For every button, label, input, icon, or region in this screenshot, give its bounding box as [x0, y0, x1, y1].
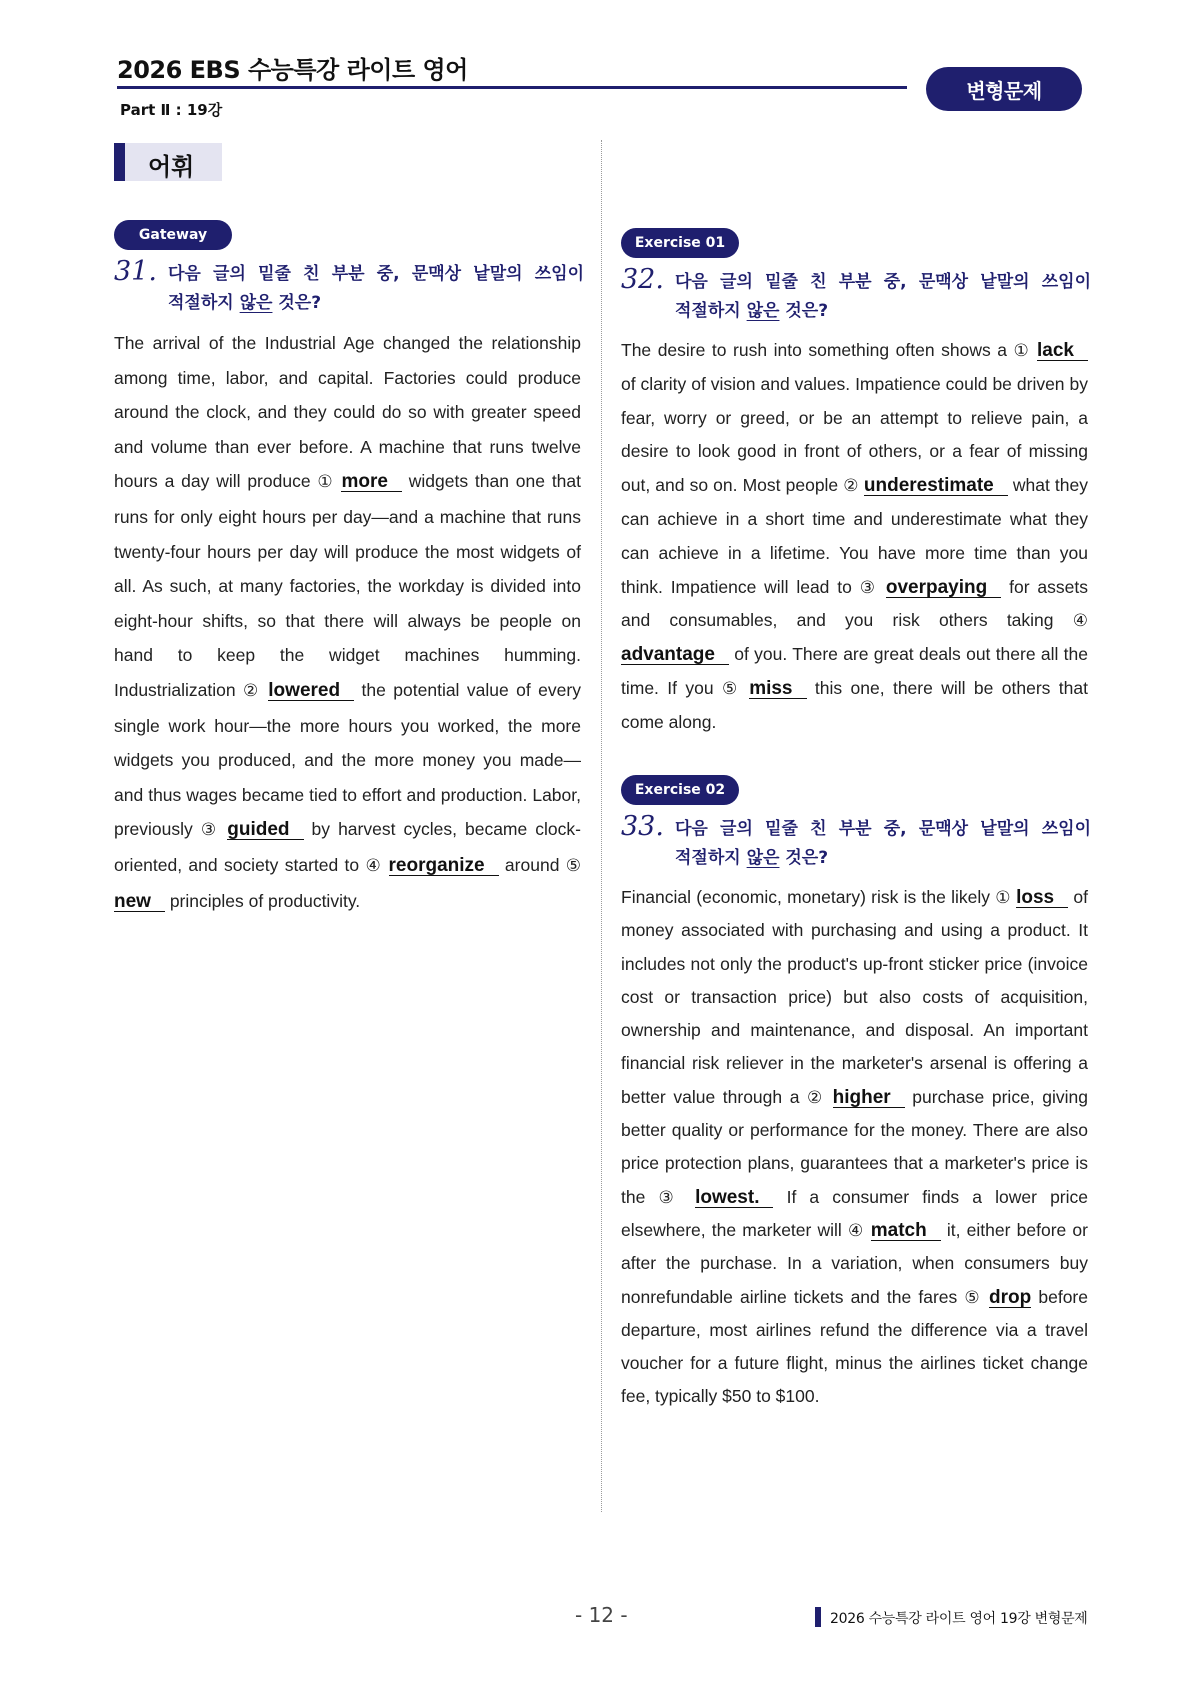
question-number: 32. [621, 264, 664, 295]
question-number: 31. [114, 256, 157, 287]
question-31-passage: The arrival of the Industrial Age changed the relationship among time, labor, and capital. Factories could produce around the clock, and they could do so with greater speed and volume than ever before. A machine that runs twelve hours a day will produce ① more widgets than one that runs for only eight hours per day—and a machine that runs twenty-four hours per day will produce the most widgets of all. As such, at many factories, the workday is divided into eight-hour shifts, so that there will always be people on hand to keep the widget machines humming. Industrialization ② lowered the potential value of every single work hour—the more hours you worked, the more widgets you produced, and the more money you made—and thus wages became tied to effort and production. Labor, previously ③ guided by harvest cycles, became clock-oriented, and society started to ④ reorganize around ⑤ new principles of productivity. [114, 333, 582, 912]
choice-marker-2: ② [843, 476, 859, 496]
choice-marker-3: ③ [859, 577, 878, 597]
underlined-word-2: higher [833, 1088, 905, 1108]
document-title: 2026 EBS 수능특강 라이트 영어 [117, 56, 468, 84]
underlined-word-4: advantage [621, 645, 729, 665]
exercise-01-tag: Exercise 01 [621, 228, 739, 258]
gateway-tag: Gateway [114, 220, 232, 250]
section-heading [114, 143, 222, 181]
underlined-word-1: more [341, 472, 401, 492]
underlined-word-3: guided [227, 820, 303, 840]
choice-marker-5: ⑤ [565, 855, 581, 875]
choice-marker-5: ⑤ [722, 678, 741, 698]
underlined-word-4: match [871, 1221, 941, 1241]
underlined-word-3: lowest. [695, 1188, 773, 1208]
question-number: 33. [621, 811, 664, 842]
exercise-02-tag: Exercise 02 [621, 775, 739, 805]
question-prompt: 다음 글의 밑줄 친 부분 중, 문맥상 낱말의 쓰임이 [675, 819, 1091, 839]
underlined-word-2: underestimate [864, 476, 1008, 496]
question-32-passage: The desire to rush into something often shows a ① lack of clarity of vision and values. Impatience could be driven by fear, worry or greed, or be an attempt to relieve pain, a desire to look good in front of others, or a fear of missing out, and so on. Most people ② underestimate what they can achieve in a short time and underestimate what they can achieve in a lifetime. You have more time than you think. Impatience will lead to ③ overpaying for assets and consumables, and you risk others taking ④ advantage of you. There are great deals out there all the time. If you ⑤ miss this one, there will be others that come along. [621, 340, 1088, 732]
question-prompt: 다음 글의 밑줄 친 부분 중, 문맥상 낱말의 쓰임이 [168, 264, 584, 284]
page-number: - 12 - [575, 1603, 628, 1627]
underlined-word-5: new [114, 892, 165, 912]
choice-marker-3: ③ [658, 1187, 682, 1207]
choice-marker-1: ① [1013, 341, 1031, 360]
choice-marker-1: ① [317, 472, 335, 492]
column-divider [601, 140, 602, 1512]
question-prompt: 다음 글의 밑줄 친 부분 중, 문맥상 낱말의 쓰임이 [675, 272, 1091, 292]
choice-marker-4: ④ [365, 855, 383, 875]
choice-marker-2: ② [807, 1087, 826, 1107]
variant-badge: 변형문제 [926, 67, 1082, 111]
underlined-word-1: lack [1037, 341, 1088, 361]
question-prompt-line2: 적절하지 않은 것은? [675, 301, 829, 321]
section-marker [114, 143, 125, 181]
footer-title: 2026 수능특강 라이트 영어 19강 변형문제 [830, 1611, 1088, 1627]
underlined-word-1: loss [1016, 888, 1068, 908]
underlined-word-3: overpaying [886, 578, 1001, 598]
choice-marker-1: ① [995, 888, 1011, 907]
question-33-passage: Financial (economic, monetary) risk is the likely ① loss of money associated with purchasing and using a product. It includes not only the product's up-front sticker price (invoice cost or transaction price) but also costs of acquisition, ownership and maintenance, and disposal. An important financial risk reliever in the marketer's arsenal is offering a better value through a ② higher purchase price, giving better quality or performance for the money. There are also price protection plans, guarantees that a marketer's price is the ③ lowest. If a consumer finds a lower price elsewhere, the marketer will ④ match it, either before or after the purchase. In a variation, when consumers buy nonrefundable airline tickets and the fares ⑤ drop before departure, most airlines refund the difference via a travel voucher for a future flight, minus the airlines ticket change fee, typically $50 to $100. [621, 887, 1088, 1407]
choice-marker-5: ⑤ [964, 1287, 982, 1307]
choice-marker-2: ② [243, 680, 261, 700]
question-prompt-line2: 적절하지 않은 것은? [168, 293, 322, 313]
question-31-header [114, 256, 584, 318]
choice-marker-3: ③ [200, 820, 220, 840]
section-label: 어휘 [148, 153, 195, 181]
underlined-word-2: lowered [268, 681, 354, 701]
footer-marker [815, 1607, 821, 1627]
question-32-header [621, 264, 1091, 326]
header-rule [117, 86, 907, 89]
underlined-word-5: drop [989, 1286, 1032, 1308]
question-prompt-line2: 적절하지 않은 것은? [675, 848, 829, 868]
underlined-word-5: miss [749, 679, 806, 699]
choice-marker-4: ④ [848, 1220, 865, 1240]
underlined-word-4: reorganize [389, 856, 499, 876]
choice-marker-4: ④ [1072, 611, 1088, 631]
question-33-header [621, 811, 1091, 873]
part-label: Part Ⅱ : 19강 [120, 101, 223, 119]
